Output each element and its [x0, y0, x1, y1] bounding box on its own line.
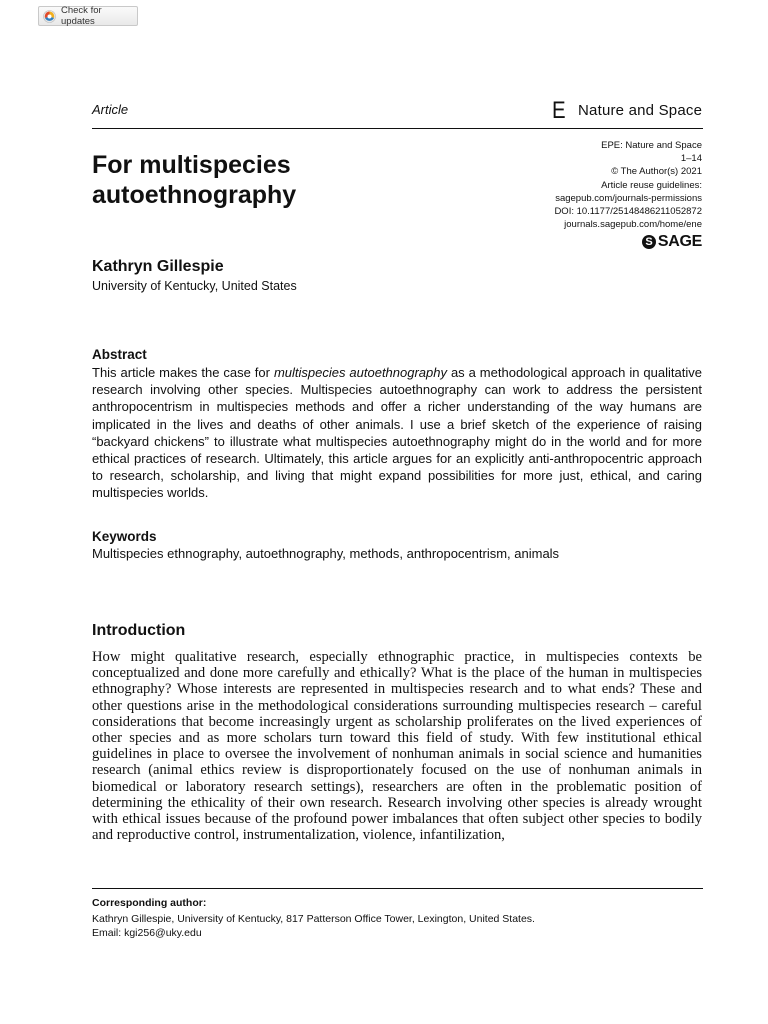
meta-reuse-label: Article reuse guidelines: — [601, 179, 702, 191]
article-title: For multispecies autoethnography — [92, 151, 297, 209]
abstract-text-start: This article makes the case for — [92, 365, 274, 380]
header-rule — [92, 128, 703, 129]
author-affiliation: University of Kentucky, United States — [92, 279, 297, 293]
article-metadata — [554, 139, 702, 231]
abstract-text — [92, 364, 702, 502]
abstract-heading: Abstract — [92, 347, 147, 362]
meta-copyright: © The Author(s) 2021 — [611, 166, 702, 178]
abstract-italic-term: multispecies autoethnography — [273, 365, 447, 380]
check-for-updates-button[interactable] — [38, 6, 138, 26]
corresponding-author-address: Kathryn Gillespie, University of Kentucky, 817 Patterson Office Tower, Lexington, United States. — [92, 913, 535, 925]
author-name: Kathryn Gillespie — [92, 258, 224, 275]
meta-doi[interactable]: DOI: 10.1177/25148486211052872 — [554, 206, 702, 218]
keywords-list: Multispecies ethnography, autoethnography, methods, anthropocentrism, animals — [92, 546, 560, 561]
meta-reuse-link[interactable]: sagepub.com/journals-permissions — [555, 192, 702, 204]
article-type-label: Article — [92, 102, 129, 117]
check-for-updates-label: Check for updates — [61, 5, 102, 27]
abstract-text-rest: as a methodological approach in qualitative research involving other species. Multispecies autoethnography can work to address the persistent anthropocentrism in multispecies methods and offer a richer understanding of the way humans are implicated in the lives and deaths of other animals. I use a brief sketch of the experience of raising “backyard chickens” to illustrate what multispecies autoethnography might do in the world and for more ethical practices of research. Ultimately, this article argues for an explicitly anti-anthropocentric approach to research, scholarship, and living that might expand possibilities for more just, ethical, and caring multispecies worlds. — [92, 365, 702, 501]
corresponding-author-details — [92, 912, 535, 940]
sage-logo-text: SAGE — [657, 233, 702, 250]
introduction-heading: Introduction — [92, 622, 186, 639]
introduction-paragraph: How might qualitative research, especially ethnographic practice, in multispecies contexts be conceptualized and done more carefully and ethically? What is the place of the human in multispecies ethnography? Whose interests are represented in multispecies research and to what ends? These and other questions arise in the methodological considerations surrounding multispecies research – careful considerations that become increasingly urgent as scholarship proliferates on the lived experiences of other species and as more scholars turn toward this field of study. With few institutional ethical guidelines in place to oversee the involvement of nonhuman animals in social science and humanities research (animal ethics review is disproportionately focused on the use of nonhuman animals in biomedical or laboratory research settings), researchers are often in the problematic position of determining the ethicality of their own research. Research involving other species is already wrought with ethical issues because of the profound power imbalances that often subject other species to bodily and reproductive control, instrumentalization, violence, infantilization, — [92, 649, 702, 844]
meta-journal: EPE: Nature and Space — [601, 140, 702, 151]
journal-mark-logo: E — [552, 97, 566, 124]
sage-s-icon: S — [642, 235, 656, 249]
corresponding-author-email[interactable]: Email: kgi256@uky.edu — [92, 927, 202, 939]
meta-pages: 1–14 — [680, 153, 702, 165]
footnote-rule — [92, 888, 703, 889]
journal-name: Nature and Space — [578, 102, 703, 119]
corresponding-author-heading: Corresponding author: — [92, 897, 207, 909]
check-for-updates-icon — [43, 10, 56, 23]
keywords-heading: Keywords — [92, 529, 157, 544]
sage-logo — [642, 233, 702, 251]
meta-journal-link[interactable]: journals.sagepub.com/home/ene — [564, 219, 702, 231]
